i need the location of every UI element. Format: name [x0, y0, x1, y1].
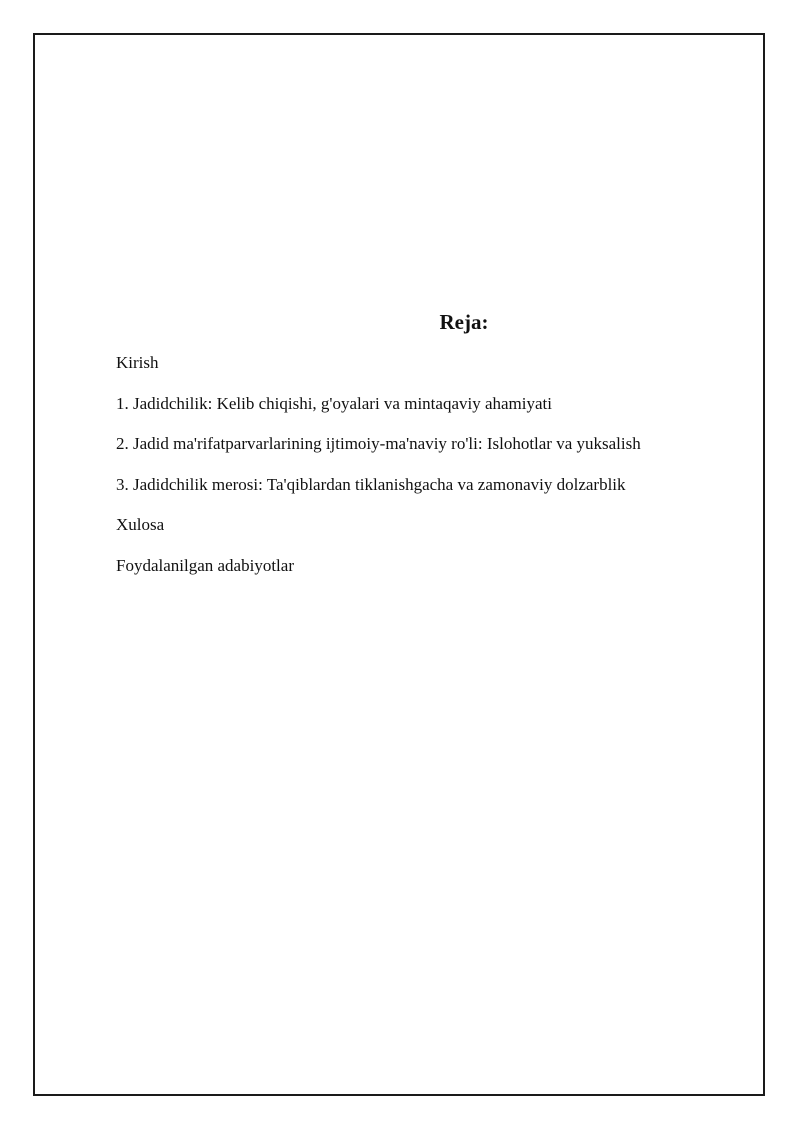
plan-item-chapter-1: 1. Jadidchilik: Kelib chiqishi, g'oyalari va mintaqaviy ahamiyati [116, 393, 552, 413]
plan-list [116, 353, 641, 597]
page-border [33, 33, 765, 1096]
plan-item-chapter-2: 2. Jadid ma'rifatparvarlarining ijtimoiy-ma'naviy ro'li: Islohotlar va yuksalish [116, 434, 641, 454]
plan-item-references: Foydalanilgan adabiyotlar [116, 555, 294, 575]
plan-item-conclusion: Xulosa [116, 515, 165, 535]
plan-item-introduction: Kirish [116, 353, 159, 372]
plan-item-chapter-3: 3. Jadidchilik merosi: Ta'qiblardan tiklanishgacha va zamonaviy dolzarblik [116, 474, 626, 494]
plan-title: Reja: [439, 310, 489, 334]
